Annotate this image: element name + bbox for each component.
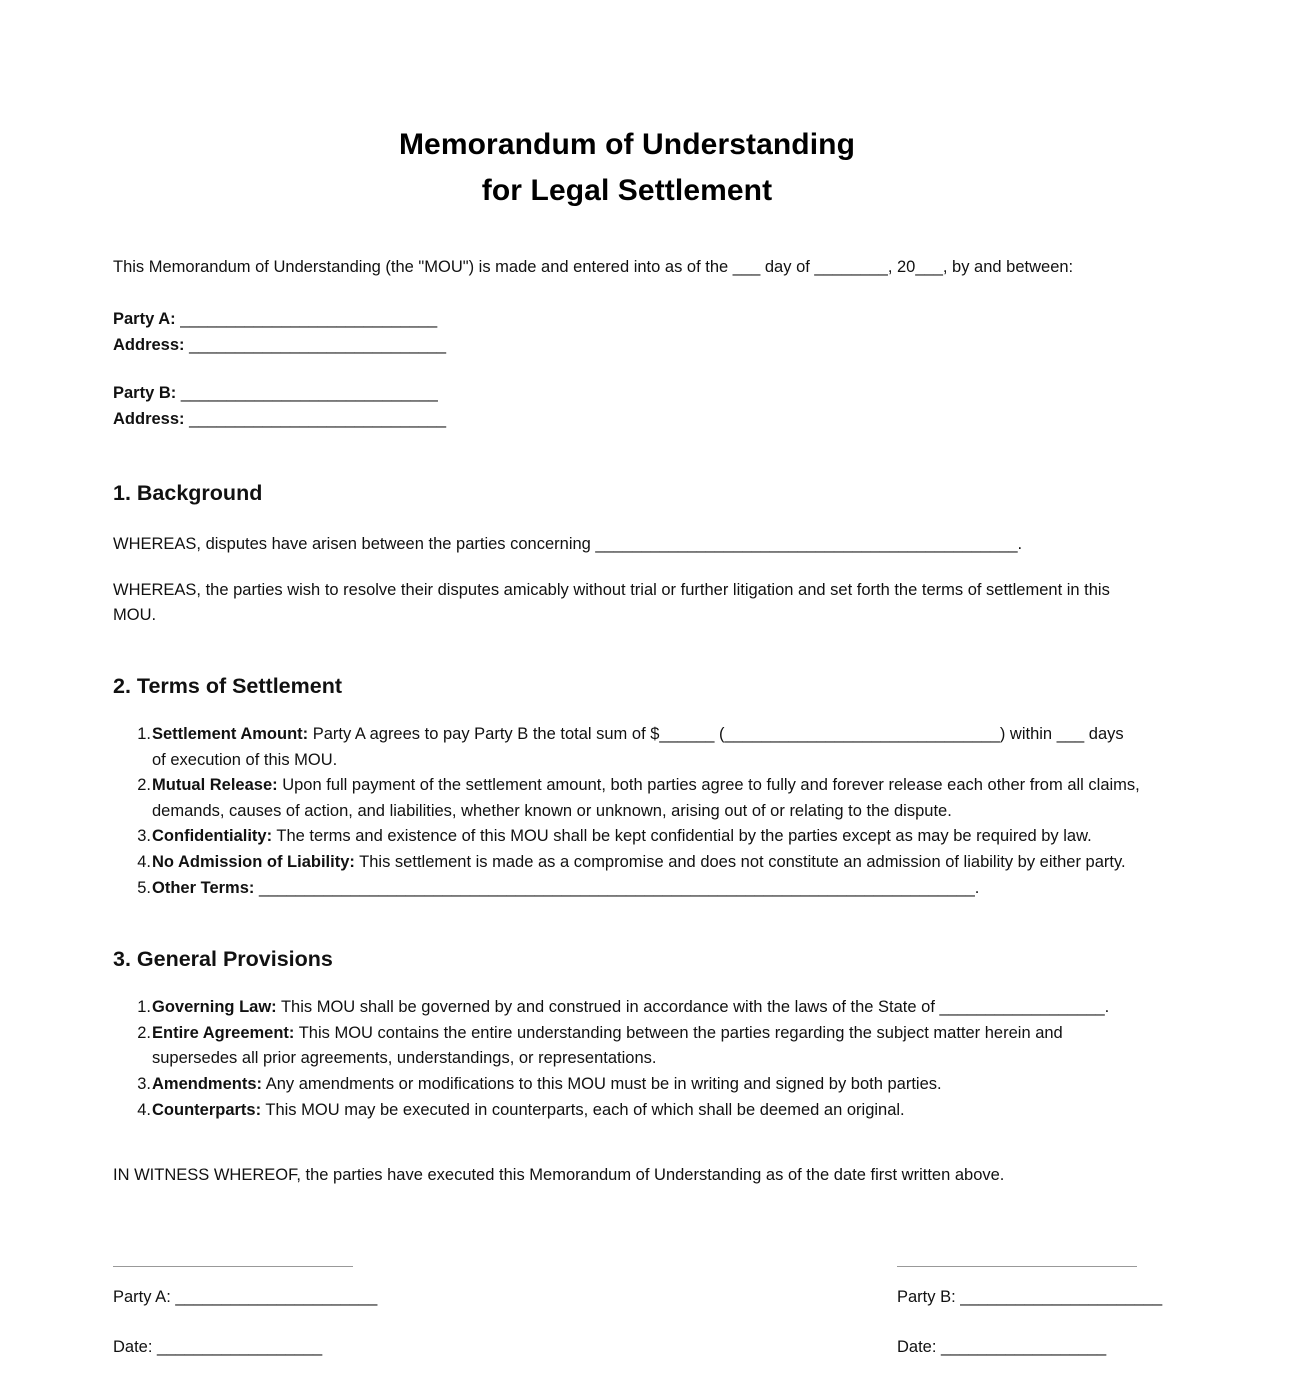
term-label: Governing Law: — [152, 998, 277, 1017]
signature-date-party-b: Date: __________________ — [897, 1338, 1107, 1357]
page-title-line-2: for Legal Settlement — [481, 174, 773, 207]
page-title-line-1: Memorandum of Understanding — [398, 128, 856, 161]
party-b-label: Party B: — [113, 384, 177, 402]
party-a-address-blank: ____________________________ — [184, 336, 447, 354]
term-text: This settlement is made as a compromise and does not constitute an admission of liability by either party. — [354, 852, 1126, 871]
signature-line-party-a — [113, 1266, 353, 1267]
term-label: No Admission of Liability: — [152, 852, 355, 871]
term-label: Settlement Amount: — [152, 725, 309, 743]
list-item — [113, 995, 1141, 1021]
section-heading-general-provisions: 3. General Provisions — [113, 947, 333, 972]
background-paragraph-2: WHEREAS, the parties wish to resolve their disputes amicably without trial or further litigation and set forth the terms of settlement in this MOU. — [113, 581, 1110, 624]
term-text: Party A agrees to pay Party B the total sum of $______ (______________________________) within ___ days of execution of this MOU. — [152, 725, 1124, 769]
background-paragraph-1: WHEREAS, disputes have arisen between the parties concerning ______________________________________________. — [113, 535, 1023, 553]
signature-line-party-b — [897, 1266, 1137, 1267]
term-label: Amendments: — [152, 1074, 263, 1093]
terms-of-settlement-list — [113, 722, 1141, 901]
signature-block-party-a — [113, 1266, 525, 1360]
term-text: Any amendments or modifications to this MOU must be in writing and signed by both parties. — [262, 1074, 942, 1093]
party-b-row — [113, 380, 1141, 406]
term-text: Upon full payment of the settlement amount, both parties agree to fully and forever release each other from all claims, demands, causes of action, and liabilities, whether known or unknown, arising out of or relating to the dispute. — [152, 776, 1140, 820]
party-b-address-label: Address: — [113, 410, 185, 428]
signature-name-party-b: Party B: ______________________ — [897, 1288, 1163, 1307]
term-label: Confidentiality: — [152, 827, 273, 846]
term-text: This MOU contains the entire understanding between the parties regarding the subject matter herein and supersedes all prior agreements, understandings, or representations. — [152, 1023, 1063, 1068]
term-text: This MOU shall be governed by and construed in accordance with the laws of the State of __________________. — [276, 998, 1110, 1017]
party-a-address-label: Address: — [113, 336, 185, 354]
intro-paragraph: This Memorandum of Understanding (the "MOU") is made and entered into as of the ___ day of ________, 20___, by and between: — [113, 258, 1074, 276]
party-a-blank: ____________________________ — [175, 310, 438, 328]
party-a-address-row — [113, 332, 1141, 358]
term-label: Counterparts: — [152, 1100, 262, 1119]
page-title — [113, 122, 1141, 213]
section-heading-terms: 2. Terms of Settlement — [113, 674, 342, 698]
section-heading-background: 1. Background — [113, 481, 263, 505]
general-provisions-list — [113, 995, 1141, 1123]
signature-date-party-a: Date: __________________ — [113, 1338, 323, 1357]
term-text: This MOU may be executed in counterparts, each of which shall be deemed an original. — [261, 1100, 905, 1119]
signature-area — [113, 1266, 1163, 1386]
party-details-block — [113, 306, 1141, 432]
list-item — [113, 850, 1141, 876]
party-b-address-blank: ____________________________ — [184, 410, 447, 428]
party-b-address-row — [113, 406, 1141, 432]
witness-paragraph: IN WITNESS WHEREOF, the parties have executed this Memorandum of Understanding as of the date first written above. — [113, 1166, 1005, 1185]
list-item — [113, 1072, 1141, 1098]
list-item — [113, 722, 1141, 773]
document-content — [113, 0, 1163, 1386]
party-a-row — [113, 306, 1141, 332]
party-a-label: Party A: — [113, 310, 176, 328]
signature-name-party-a: Party A: ______________________ — [113, 1288, 378, 1307]
list-item — [113, 824, 1141, 850]
term-label: Mutual Release: — [152, 776, 278, 795]
list-item — [113, 1098, 1141, 1124]
list-item — [113, 1021, 1141, 1072]
term-label: Other Terms: — [152, 878, 255, 897]
party-b-blank: ____________________________ — [176, 384, 438, 402]
term-text: ______________________________________________________________________________. — [254, 878, 980, 897]
list-item — [113, 876, 1141, 902]
list-item — [113, 773, 1141, 824]
signature-block-party-b — [897, 1266, 1309, 1360]
term-text: The terms and existence of this MOU shall be kept confidential by the parties except as may be required by law. — [272, 827, 1092, 846]
term-label: Entire Agreement: — [152, 1023, 295, 1042]
party-spacer — [113, 358, 1141, 380]
